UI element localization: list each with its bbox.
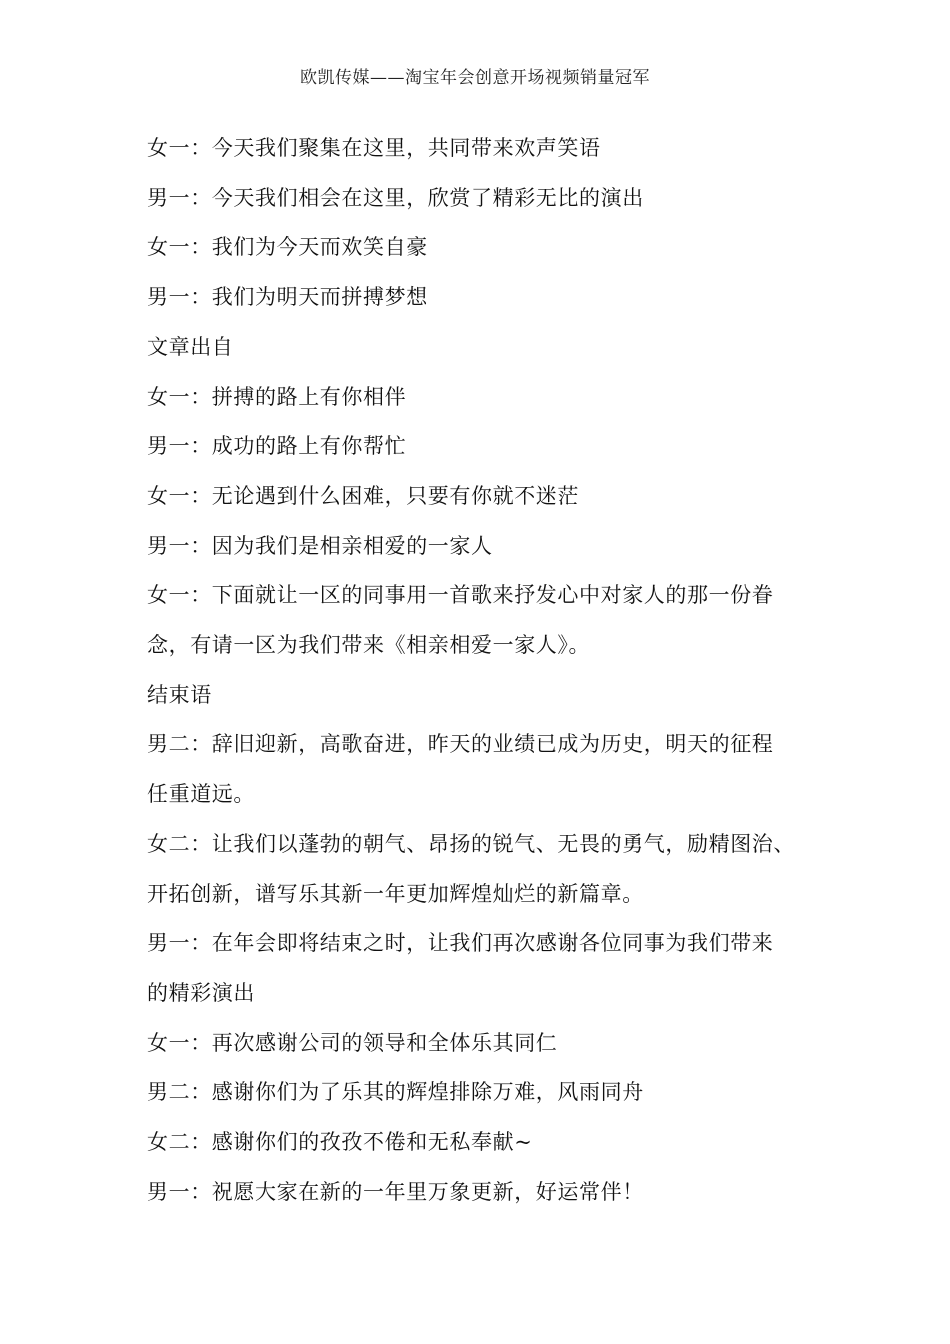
dialogue-line: 女一：再次感谢公司的领导和全体乐其同仁 <box>147 1030 558 1055</box>
dialogue-line-continued: 念，有请一区为我们带来《相亲相爱一家人》。 <box>147 633 591 658</box>
dialogue-line: 女二：感谢你们的孜孜不倦和无私奉献~ <box>147 1130 533 1155</box>
dialogue-line: 男一：在年会即将结束之时，让我们再次感谢各位同事为我们带来 <box>147 931 774 956</box>
section-heading-closing: 结束语 <box>147 682 212 707</box>
dialogue-line: 男二：感谢你们为了乐其的辉煌排除万难，风雨同舟 <box>147 1080 644 1105</box>
dialogue-line: 女一：拼搏的路上有你相伴 <box>147 384 407 409</box>
dialogue-line-continued: 开拓创新，谱写乐其新一年更加辉煌灿烂的新篇章。 <box>147 881 644 906</box>
dialogue-line: 男一：今天我们相会在这里，欣赏了精彩无比的演出 <box>147 185 644 210</box>
dialogue-line: 男一：我们为明天而拼搏梦想 <box>147 285 428 310</box>
dialogue-line: 男一：成功的路上有你帮忙 <box>147 434 407 459</box>
dialogue-line: 女一：我们为今天而欢笑自豪 <box>147 235 428 260</box>
dialogue-line: 女一：今天我们聚集在这里，共同带来欢声笑语 <box>147 136 601 160</box>
dialogue-line: 男一：因为我们是相亲相爱的一家人 <box>147 533 493 558</box>
dialogue-line-continued: 的精彩演出 <box>147 980 255 1005</box>
dialogue-line: 男一：祝愿大家在新的一年里万象更新，好运常伴！ <box>147 1179 644 1204</box>
document-body <box>147 124 819 1217</box>
dialogue-line-continued: 任重道远。 <box>147 782 255 807</box>
source-note: 文章出自 <box>147 334 234 359</box>
page-header: 欧凯传媒——淘宝年会创意开场视频销量冠军 <box>300 68 650 88</box>
dialogue-line: 女一：无论遇到什么困难，只要有你就不迷茫 <box>147 483 579 508</box>
dialogue-line: 女二：让我们以蓬勃的朝气、昂扬的锐气、无畏的勇气，励精图治、 <box>147 831 795 856</box>
dialogue-line: 女一：下面就让一区的同事用一首歌来抒发心中对家人的那一份眷 <box>147 583 774 608</box>
dialogue-line: 男二：辞旧迎新，高歌奋进，昨天的业绩已成为历史，明天的征程 <box>147 732 774 757</box>
